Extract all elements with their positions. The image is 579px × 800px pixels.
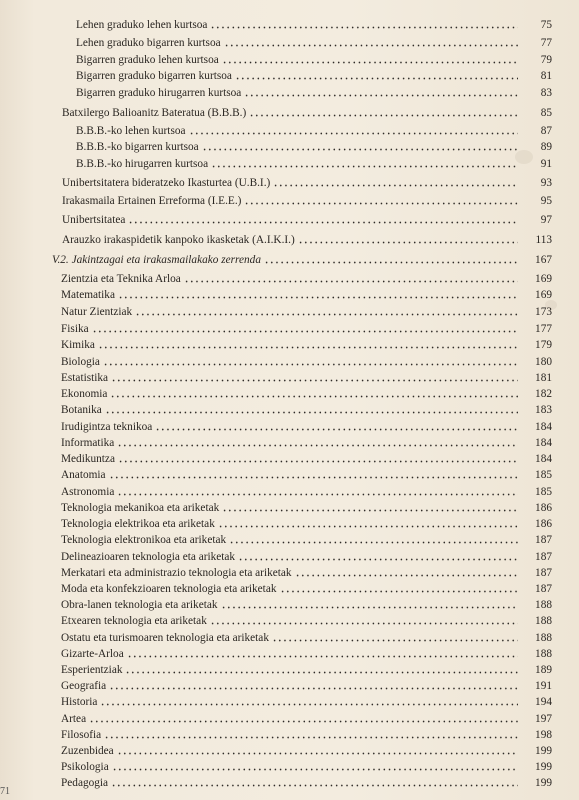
toc-entry-page-number: 191: [535, 680, 552, 692]
dot-leader: [103, 363, 518, 366]
toc-entry-title: Biologia: [61, 356, 100, 368]
toc-entry-title: Esperientziak: [61, 664, 123, 676]
toc-entry-page-number: 197: [535, 713, 552, 725]
toc-entry-page-number: 180: [535, 356, 552, 368]
toc-entry-page-number: 169: [535, 273, 552, 285]
toc-entry-page-number: 186: [535, 518, 552, 530]
toc-entry: [76, 140, 552, 154]
dot-leader: [112, 768, 518, 771]
toc-entry: [76, 86, 552, 100]
toc-entry: [61, 305, 552, 319]
toc-entry-page-number: 194: [535, 696, 552, 708]
toc-entry-page-number: 93: [540, 177, 552, 189]
toc-entry-title: Matematika: [61, 289, 115, 301]
toc-entry-page-number: 187: [535, 551, 552, 563]
toc-entry: [61, 436, 552, 450]
toc-entry: [61, 598, 552, 612]
toc-entry-title: Lehen graduko lehen kurtsoa: [76, 19, 208, 31]
toc-entry-page-number: 77: [540, 37, 552, 49]
toc-entry-title: Unibertsitatera bideratzeko Ikasturtea (U.B.I.): [62, 177, 271, 189]
dot-leader: [117, 493, 518, 496]
toc-entry-title: Bigarren graduko lehen kurtsoa: [76, 54, 219, 66]
toc-entry-title: Filosofia: [61, 729, 102, 741]
dot-leader: [249, 114, 518, 117]
dot-leader: [210, 622, 518, 625]
toc-entry-page-number: 91: [540, 158, 552, 170]
dot-leader: [238, 558, 518, 561]
toc-entry: [61, 614, 552, 628]
toc-entry: [61, 387, 552, 401]
dot-leader: [273, 184, 518, 187]
dot-leader: [222, 61, 518, 64]
toc-entry-page-number: 188: [535, 632, 552, 644]
dot-leader: [221, 606, 518, 609]
dot-leader: [110, 395, 518, 398]
dot-leader: [224, 44, 518, 47]
toc-entry-title: Pedagogia: [61, 777, 109, 789]
toc-entry: [61, 533, 552, 547]
toc-entry-title: Natur Zientziak: [61, 306, 133, 318]
toc-entry: [61, 501, 552, 515]
toc-entry-page-number: 187: [535, 534, 552, 546]
toc-entry-page-number: 199: [535, 745, 552, 757]
toc-entry-title: Artea: [61, 713, 87, 725]
toc-entry: [61, 338, 552, 352]
toc-entry-title: Batxilergo Balioanitz Bateratua (B.B.B.): [62, 107, 247, 119]
toc-entry: [61, 322, 552, 336]
toc-entry-title: Kimika: [61, 339, 95, 351]
toc-entry-page-number: 81: [540, 70, 552, 82]
toc-entry-page-number: 79: [540, 54, 552, 66]
toc-entry-page-number: 186: [535, 502, 552, 514]
toc-entry-title: Bigarren graduko bigarren kurtsoa: [76, 70, 232, 82]
toc-entry-title: B.B.B.-ko hirugarren kurtsoa: [76, 158, 209, 170]
toc-entry: [61, 403, 552, 417]
toc-entry: [61, 760, 552, 774]
toc-entry-page-number: 95: [540, 195, 552, 207]
toc-entry: [61, 288, 552, 302]
toc-entry-page-number: 189: [535, 664, 552, 676]
toc-entry-title: Gizarte-Arloa: [61, 648, 124, 660]
toc-entry-title: Etxearen teknologia eta ariketak: [61, 615, 207, 627]
toc-entry-title: Estatistika: [61, 372, 109, 384]
toc-entry: [61, 566, 552, 580]
toc-entry: [62, 213, 552, 227]
toc-entry: [62, 194, 552, 208]
dot-leader: [210, 26, 518, 29]
dot-leader: [184, 280, 518, 283]
toc-entry: [62, 233, 552, 247]
dot-leader: [125, 671, 518, 674]
toc-entry: [61, 744, 552, 758]
toc-entry-title: Arauzko irakaspidetik kanpoko ikasketak (A.I.K.I.): [62, 234, 295, 246]
toc-entry: [62, 176, 552, 190]
toc-entry-page-number: 113: [535, 234, 552, 246]
toc-entry-title: Zientzia eta Teknika Arloa: [61, 273, 181, 285]
toc-entry-title: Teknologia elektronikoa eta ariketak: [61, 534, 227, 546]
toc-entry-page-number: 87: [540, 125, 552, 137]
toc-entry-title: Historia: [61, 696, 98, 708]
toc-entry-page-number: 177: [535, 323, 552, 335]
toc-entry-title: Astronomia: [61, 486, 115, 498]
dot-leader: [118, 296, 518, 299]
dot-leader: [202, 148, 518, 151]
toc-entry-title: Moda eta konfekzioaren teknologia eta ariketak: [61, 583, 277, 595]
toc-entry-title: Zuzenbidea: [61, 745, 114, 757]
toc-entry-title: B.B.B.-ko lehen kurtsoa: [76, 125, 186, 137]
dot-leader: [235, 77, 518, 80]
dot-leader: [92, 330, 518, 333]
toc-entry: [61, 695, 552, 709]
toc-entry-title: Medikuntza: [61, 453, 115, 465]
toc-entry-page-number: 199: [535, 777, 552, 789]
toc-entry: [76, 124, 552, 138]
dot-leader: [298, 241, 518, 244]
toc-entry-page-number: 97: [540, 214, 552, 226]
toc-entry: [61, 663, 552, 677]
dot-leader: [222, 509, 518, 512]
dot-leader: [100, 703, 518, 706]
toc-entry-title: Ekonomia: [61, 388, 108, 400]
toc-entry-title: Psikologia: [61, 761, 109, 773]
toc-entry: [61, 272, 552, 286]
dot-leader: [117, 752, 518, 755]
toc-entry-page-number: 184: [535, 453, 552, 465]
dot-leader: [264, 261, 518, 264]
dot-leader: [98, 346, 518, 349]
toc-entry-page-number: 184: [535, 437, 552, 449]
toc-entry: [61, 728, 552, 742]
toc-entry: [61, 582, 552, 596]
toc-entry-page-number: 198: [535, 729, 552, 741]
toc-entry-page-number: 182: [535, 388, 552, 400]
toc-entry-page-number: 187: [535, 583, 552, 595]
toc-entry: [62, 106, 552, 120]
dot-leader: [118, 460, 518, 463]
toc-entry-page-number: 188: [535, 615, 552, 627]
toc-entry-page-number: 185: [535, 486, 552, 498]
dot-leader: [128, 221, 518, 224]
toc-entry: [61, 550, 552, 564]
toc-entry-page-number: 181: [535, 372, 552, 384]
toc-entry-title: Merkatari eta administrazio teknologia eta ariketak: [61, 567, 292, 579]
page-folio: 71: [0, 786, 10, 797]
toc-entry-title: Obra-lanen teknologia eta ariketak: [61, 599, 218, 611]
toc-entry: [61, 776, 552, 790]
dot-leader: [155, 428, 518, 431]
dot-leader: [135, 313, 518, 316]
toc-entry-title: Anatomia: [61, 469, 106, 481]
toc-entry: [61, 517, 552, 531]
toc-entry: [61, 647, 552, 661]
toc-entry-title: Delineazioaren teknologia eta ariketak: [61, 551, 236, 563]
toc-entry-title: Bigarren graduko hirugarren kurtsoa: [76, 87, 242, 99]
toc-entry-page-number: 75: [540, 19, 552, 31]
dot-leader: [89, 720, 518, 723]
toc-entry: [61, 371, 552, 385]
dot-leader: [127, 655, 518, 658]
toc-entry-page-number: 167: [535, 254, 552, 266]
dot-leader: [272, 639, 518, 642]
toc-entry: [76, 69, 552, 83]
toc-entry-page-number: 89: [540, 141, 552, 153]
dot-leader: [229, 541, 518, 544]
dot-leader: [189, 132, 518, 135]
toc-entry-title: Geografia: [61, 680, 107, 692]
toc-entry-title: Fisika: [61, 323, 89, 335]
dot-leader: [104, 736, 518, 739]
toc-entry-title: B.B.B.-ko bigarren kurtsoa: [76, 141, 199, 153]
toc-entry-page-number: 83: [540, 87, 552, 99]
toc-entry: [76, 53, 552, 67]
toc-entry: [61, 679, 552, 693]
toc-entry-page-number: 183: [535, 404, 552, 416]
toc-entry: [52, 253, 552, 267]
toc-entry: [61, 420, 552, 434]
toc-entry-page-number: 188: [535, 648, 552, 660]
toc-entry-page-number: 179: [535, 339, 552, 351]
toc-entry-page-number: 199: [535, 761, 552, 773]
toc-entry-title: Lehen graduko bigarren kurtsoa: [76, 37, 221, 49]
dot-leader: [244, 202, 518, 205]
toc-entry-page-number: 184: [535, 421, 552, 433]
toc-entry-page-number: 188: [535, 599, 552, 611]
dot-leader: [218, 525, 518, 528]
toc-entry: [61, 712, 552, 726]
toc-entry-title: Teknologia mekanikoa eta ariketak: [61, 502, 220, 514]
toc-entry: [76, 18, 552, 32]
toc-entry-title: Botanika: [61, 404, 102, 416]
dot-leader: [280, 590, 519, 593]
toc-entry-title: Unibertsitatea: [62, 214, 126, 226]
dot-leader: [211, 165, 518, 168]
toc-entry: [61, 631, 552, 645]
dot-leader: [117, 444, 518, 447]
toc-entry: [76, 157, 552, 171]
dot-leader: [295, 574, 518, 577]
toc-entry-title: Irakasmaila Ertainen Erreforma (I.E.E.): [62, 195, 242, 207]
dot-leader: [109, 476, 518, 479]
dot-leader: [109, 687, 518, 690]
toc-entry: [61, 452, 552, 466]
toc-entry: [61, 485, 552, 499]
toc-entry-page-number: 187: [535, 567, 552, 579]
toc-entry-page-number: 169: [535, 289, 552, 301]
dot-leader: [111, 379, 518, 382]
toc-entry-title: Ostatu eta turismoaren teknologia eta ariketak: [61, 632, 269, 644]
dot-leader: [105, 411, 518, 414]
toc-entry-title: V.2. Jakintzagai eta irakasmailakako zerrenda: [52, 254, 261, 266]
toc-entry-page-number: 185: [535, 469, 552, 481]
toc-entry-page-number: 85: [540, 107, 552, 119]
dot-leader: [244, 94, 518, 97]
toc-entry: [61, 355, 552, 369]
toc-entry-title: Teknologia elektrikoa eta ariketak: [61, 518, 215, 530]
toc-entry-title: Informatika: [61, 437, 115, 449]
toc-entry-title: Irudigintza teknikoa: [61, 421, 153, 433]
dot-leader: [111, 784, 518, 787]
toc-entry: [76, 36, 552, 50]
toc-entry: [61, 468, 552, 482]
toc-entry-page-number: 173: [535, 306, 552, 318]
